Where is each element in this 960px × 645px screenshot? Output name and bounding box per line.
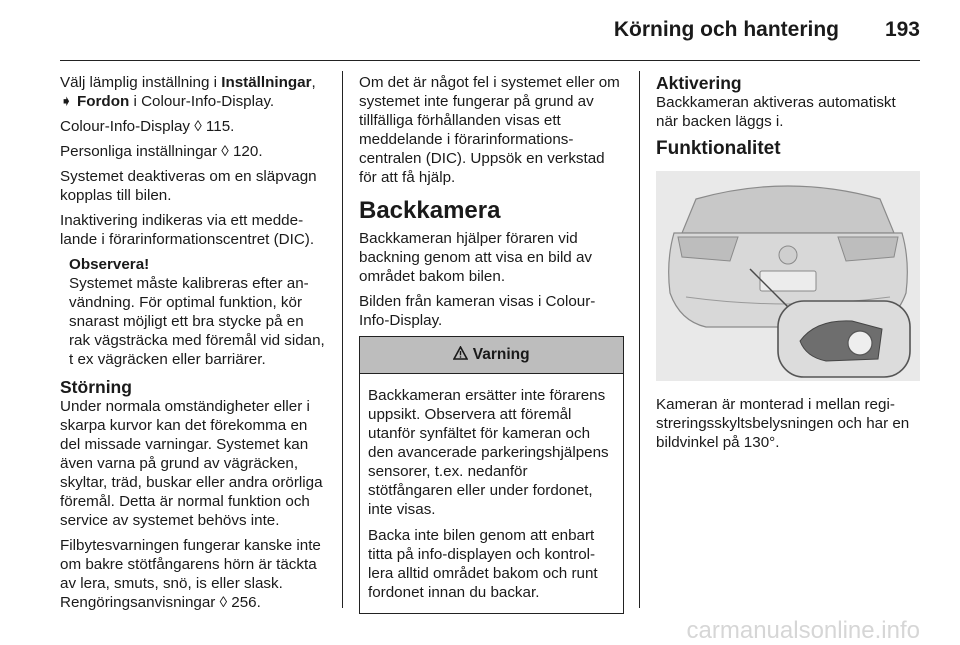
- reference-personal-settings: Personliga inställningar ◊ 120.: [60, 143, 263, 160]
- warning-paragraph-1: Backkameran ersätter inte förarens uppsikt. Observera att föremål utanför synfältet för kameran och den avancerade parkeringshjälpens sensorer, t.ex. nedanför stötfångaren eller under fordonet, inte visas.: [368, 387, 609, 518]
- vehicle-menu-label: Fordon: [72, 93, 130, 110]
- column-right: [656, 73, 920, 458]
- fault-paragraph: Om det är något fel i systemet eller om systemet inte fungerar på grund av tillfälliga förhållanden visas ett meddelande i förarinformationscentralen (DIC). Uppsök en verkstad för att få hjälp.: [359, 74, 620, 186]
- reference-colour-info-display: Colour-Info-Display ◊ 115.: [60, 118, 235, 135]
- settings-menu-label: Inställningar: [221, 74, 312, 91]
- warning-paragraph-2: Backa inte bilen genom att enbart titta på info-displayen och kontrollera alltid området bakom och runt fordonet innan du backar.: [368, 527, 598, 601]
- deactivation-paragraph: Inaktivering indikeras via ett meddelande i förarinformationscentret (DIC).: [60, 212, 315, 248]
- note-title: Observera!: [69, 256, 150, 273]
- column-divider: [342, 71, 343, 608]
- warning-icon: [453, 346, 472, 363]
- cleaning-paragraph: Filbytesvarningen fungerar kanske inte om bakre stötfångarens hörn är täckta av lera, smuts, snö, is eller slask. Rengöringsanvisningar ◊ 256.: [60, 537, 321, 611]
- heading-funktionalitet: Funktionalitet: [656, 138, 781, 159]
- storning-paragraph: Under normala omständigheter eller i skarpa kurvor kan det förekomma en del missade varningar. Systemet kan även varna på grund av vägräcken, skyltar, träd, buskar eller andra orörliga föremål. Detta är normal funktion och service av systemet behövs inte.: [60, 398, 323, 529]
- trailer-paragraph: Systemet deaktiveras om en släpvagn kopplas till bilen.: [60, 168, 317, 204]
- backkamera-intro: Backkameran hjälper föraren vid backning genom att visa en bild av området bakom bilen.: [359, 230, 593, 285]
- camera-mount-paragraph: Kameran är monterad i mellan registreringsskyltsbelysningen och har en bildvinkel på 130°.: [656, 396, 910, 451]
- note-box: [60, 255, 327, 369]
- warning-title: Varning: [472, 346, 530, 363]
- arrow-icon: ➧: [60, 93, 73, 110]
- note-text: Systemet måste kalibreras efter användning. För optimal funktion, kör snarast möjligt ett bra stycke på en rak vägsträcka med föremål vid sidan, t ex vägräcken eller barriärer.: [69, 275, 325, 368]
- column-middle: [359, 73, 624, 614]
- page-header-title: Körning och hantering: [613, 18, 839, 41]
- settings-paragraph: Välj lämplig inställning i Inställningar, ➧ Fordon i Colour-Info-Display.: [60, 74, 316, 110]
- column-divider: [639, 71, 640, 608]
- backkamera-display: Bilden från kameran visas i Colour-Info-Display.: [359, 293, 596, 329]
- header-rule: [60, 60, 920, 61]
- heading-aktivering: Aktivering: [656, 73, 742, 93]
- warning-body: [360, 374, 623, 613]
- column-left: [60, 73, 327, 618]
- page-number: 193: [884, 18, 920, 41]
- heading-storning: Störning: [60, 377, 132, 397]
- heading-backkamera: Backkamera: [359, 197, 501, 224]
- watermark: carmanualsonline.info: [686, 617, 920, 644]
- aktivering-paragraph: Backkameran aktiveras automatiskt när backen läggs i.: [656, 94, 896, 130]
- rear-camera-illustration: [656, 171, 920, 381]
- warning-box: [359, 336, 624, 614]
- warning-header: [360, 337, 623, 374]
